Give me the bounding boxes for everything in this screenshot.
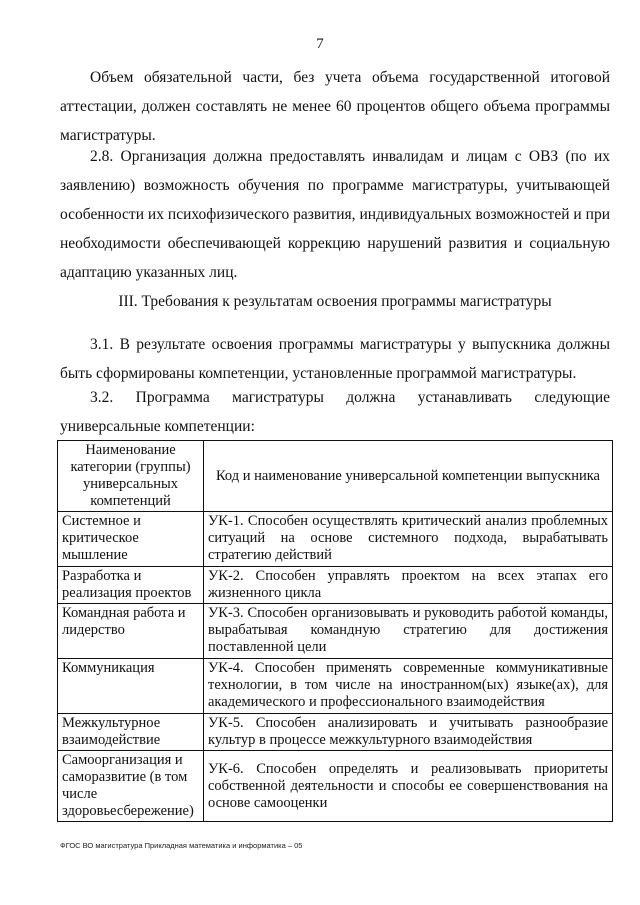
category-cell: Разработка и реализация проектов xyxy=(58,567,204,604)
category-cell: Коммуникация xyxy=(58,659,204,714)
header-competence: Код и наименование универсальной компетенции выпускника xyxy=(204,441,613,512)
table-row xyxy=(58,659,613,714)
category-cell: Самоорганизация и саморазвитие (в том числе здоровьесбережение) xyxy=(58,751,204,822)
competence-cell: УК-5. Способен анализировать и учитывать разнообразие культур в процессе межкультурного взаимодействия xyxy=(204,714,613,751)
competences-table xyxy=(57,440,613,822)
competence-cell: УК-1. Способен осуществлять критический анализ проблемных ситуаций на основе системного подхода, вырабатывать стратегию действий xyxy=(204,512,613,567)
paragraph-2-8: 2.8. Организация должна предоставлять инвалидам и лицам с ОВЗ (по их заявлению) возможность обучения по программе магистратуры, учитывающей особенности их психофизического развития, индивидуальных возможностей и при необходимости обеспечивающей коррекцию нарушений развития и социальную адаптацию указанных лиц. xyxy=(60,148,610,281)
table-row xyxy=(58,714,613,751)
category-cell: Командная работа и лидерство xyxy=(58,604,204,659)
paragraph-3-2: 3.2. Программа магистратуры должна устанавливать следующие универсальные компетенции: xyxy=(60,389,610,435)
table-row xyxy=(58,751,613,822)
competence-cell: УК-6. Способен определять и реализовывать приоритеты собственной деятельности и способы ее совершенствования на основе самооценки xyxy=(204,751,613,822)
page-footer: ФГОС ВО магистратура Прикладная математика и информатика – 05 xyxy=(60,841,303,850)
table-header-row xyxy=(58,441,613,512)
category-cell: Межкультурное взаимодействие xyxy=(58,714,204,751)
header-category: Наименование категории (группы) универсальных компетенций xyxy=(58,441,204,512)
table-row xyxy=(58,567,613,604)
table-row xyxy=(58,604,613,659)
competence-cell: УК-3. Способен организовывать и руководить работой команды, вырабатывая командную стратегию для достижения поставленной цели xyxy=(204,604,613,659)
paragraph-3-1: 3.1. В результате освоения программы магистратуры у выпускника должны быть сформированы компетенции, установленные программой магистратуры. xyxy=(60,336,610,382)
paragraph-mandatory-part: Объем обязательной части, без учета объема государственной итоговой аттестации, должен составлять не менее 60 процентов общего объема программы магистратуры. xyxy=(60,69,610,144)
competence-cell: УК-2. Способен управлять проектом на всех этапах его жизненного цикла xyxy=(204,567,613,604)
category-cell: Системное и критическое мышление xyxy=(58,512,204,567)
table-row xyxy=(58,512,613,567)
section-title: III. Требования к результатам освоения программы магистратуры xyxy=(118,293,552,310)
page-number: 7 xyxy=(316,36,324,52)
competence-cell: УК-4. Способен применять современные коммуникативные технологии, в том числе на иностранном(ых) языке(ах), для академического и профессионального взаимодействия xyxy=(204,659,613,714)
